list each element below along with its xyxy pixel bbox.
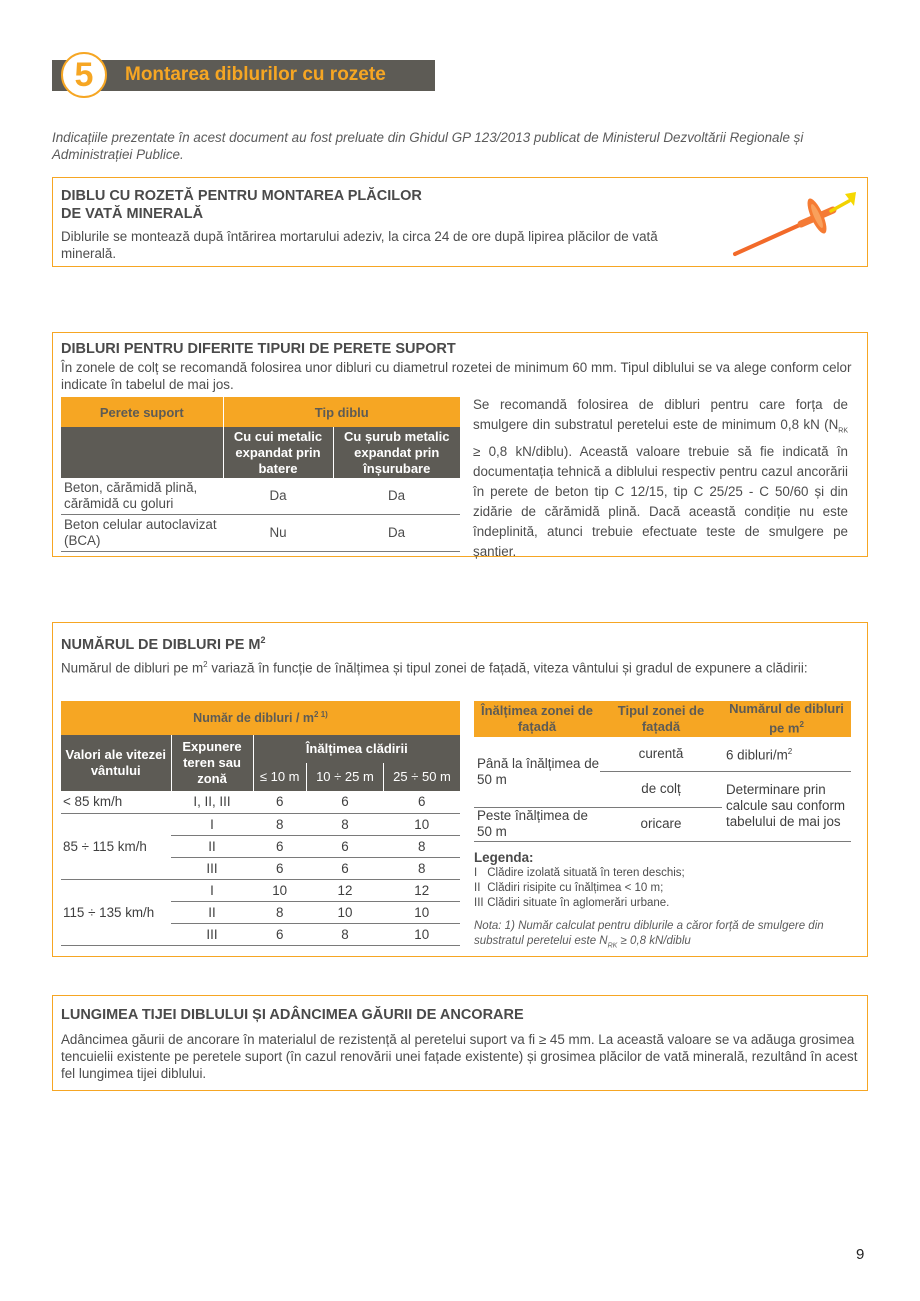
dowel-count-title: NUMĂRUL DE DIBLURI PE $M^2$ xyxy=(61,635,266,653)
table-row: de colț Determinare prin calcule sau conform tabelului de mai jos xyxy=(474,771,851,807)
table-row: Beton celular autoclavizat (BCA) Nu Da xyxy=(61,515,460,552)
anchor-depth-box xyxy=(52,995,868,1091)
table-row: Până la înălțimea de 50 m curentă 6 dibluri/$m^2$ xyxy=(474,737,851,771)
rosette-dowel-icon xyxy=(725,184,861,260)
dowel-count-table: Număr de dibluri / $m^{2 1)}$ Valori ale vitezei vântului Expunere teren sau zonă Înălțimea clădirii ≤ 10 m 10 ÷ 25 m 25 ÷ 50 m < 85 km/h I, II, III 6 6 6 85 ÷ 115 km/h I 8 8 10 II 6 6 8 III 6 6 8 115 ÷ 135 km/h I 10 12 12 II 8 10 10 III 6 8 10 xyxy=(61,701,460,946)
anchor-depth-text: Adâncimea găurii de ancorare în materialul de rezistență al peretelui suport va fi ≥ 45 mm. La această valoare se va adăuga grosimea tencuielii existente pe peretele suport (în cazul renovării unei fațade existente) și grosimea plăcilor de vată minerală, rezultând în acest fel lungimea tijei diblului. xyxy=(61,1032,858,1081)
table-note: Nota: 1) Număr calculat pentru diblurile a căror forță de smulgere din substratul peretelui este $N_{RK} \ge 0,8$ kN/diblu xyxy=(474,920,824,950)
wall-type-box xyxy=(52,332,868,557)
table-row: Peste înălțimea de 50 m oricare xyxy=(474,807,851,841)
table-row: II 6 6 8 xyxy=(61,835,460,857)
section-title: Montarea diblurilor cu rozete xyxy=(125,64,386,85)
table-row: Beton, cărămidă plină, cărămidă cu goluri Da Da xyxy=(61,478,460,515)
table-subheader-row: Cu cui metalic expandat prin batere Cu șurub metalic expandat prin înșurubare xyxy=(61,427,460,478)
wall-type-text: În zonele de colț se recomandă folosirea unor dibluri cu diametrul rozetei de minimum 60 mm. Tipul diblului se va alege conform celor indicate în tabelul de mai jos. xyxy=(61,360,852,392)
dowel-box-text: Diblurile se montează după întărirea mortarului adeziv, la circa 24 de ore după lipirea plăcilor de vată minerală. xyxy=(61,229,658,261)
table-row: III 6 8 10 xyxy=(61,923,460,945)
table-row: 115 ÷ 135 km/h I 10 12 12 xyxy=(61,879,460,901)
legend-item: III Clădiri situate în aglomerări urbane. xyxy=(474,897,670,909)
dowel-count-box xyxy=(52,622,868,957)
anchor-depth-title: LUNGIMEA TIJEI DIBLULUI ȘI ADÂNCIMEA GĂURII DE ANCORARE xyxy=(61,1007,524,1023)
table-row: III 6 6 8 xyxy=(61,857,460,879)
table-header-row: Perete suport Tip diblu xyxy=(61,397,460,427)
wall-type-title: DIBLURI PENTRU DIFERITE TIPURI DE PERETE SUPORT xyxy=(61,341,456,357)
page-number: 9 xyxy=(856,1246,865,1263)
pullout-force-text: Se recomandă folosirea de dibluri pentru care forța de smulgere din substratul peretelui este de minimum 0,8 kN ($N_{RK} \ge 0,8$ kN/diblu). Această valoare trebuie să fie indicată în documentația tehnică a diblului respectiv pentru cazul ancorării în perete de beton tip C 12/15, tip C 25/25 - C 50/60 și din zidărie de cărămidă plină. Dacă această condiție nu este îndeplinită, atunci trebuie efectuate teste de smulgere pe șantier. xyxy=(473,397,848,559)
dowel-box xyxy=(52,177,868,267)
intro-note: Indicațiile prezentate în acest document au fost preluate din Ghidul GP 123/2013 publicat de Ministerul Dezvoltării Regionale și Administrației Publice. xyxy=(52,130,804,162)
legend-item: II Clădiri risipite cu înălțimea < 10 m; xyxy=(474,882,664,894)
table-row: < 85 km/h I, II, III 6 6 6 xyxy=(61,791,460,813)
wall-type-table xyxy=(61,397,460,552)
dowel-count-text: Numărul de dibluri pe $m^2$ variază în funcție de înălțimea și tipul zonei de fațadă, viteza vântului și gradul de expunere a clădirii: xyxy=(61,660,808,676)
section-number-badge: 5 xyxy=(61,52,107,98)
legend-item: I Clădire izolată situată în teren deschis; xyxy=(474,867,685,879)
dowel-box-title: DIBLU CU ROZETĂ PENTRU MONTAREA PLĂCILOR DE VATĂ MINERALĂ xyxy=(61,188,422,222)
table-row: 85 ÷ 115 km/h I 8 8 10 xyxy=(61,813,460,835)
legend-title: Legenda: xyxy=(474,850,534,865)
facade-zone-table: Înălțimea zonei de fațadă Tipul zonei de fațadă Numărul de dibluri pe $m^2$ Până la înălțimea de 50 m curentă 6 dibluri/$m^2$ de colț Determinare prin calcule sau conform tabelului de mai jos Peste înălțimea de 50 m oricare xyxy=(474,701,851,842)
table-row: II 8 10 10 xyxy=(61,901,460,923)
